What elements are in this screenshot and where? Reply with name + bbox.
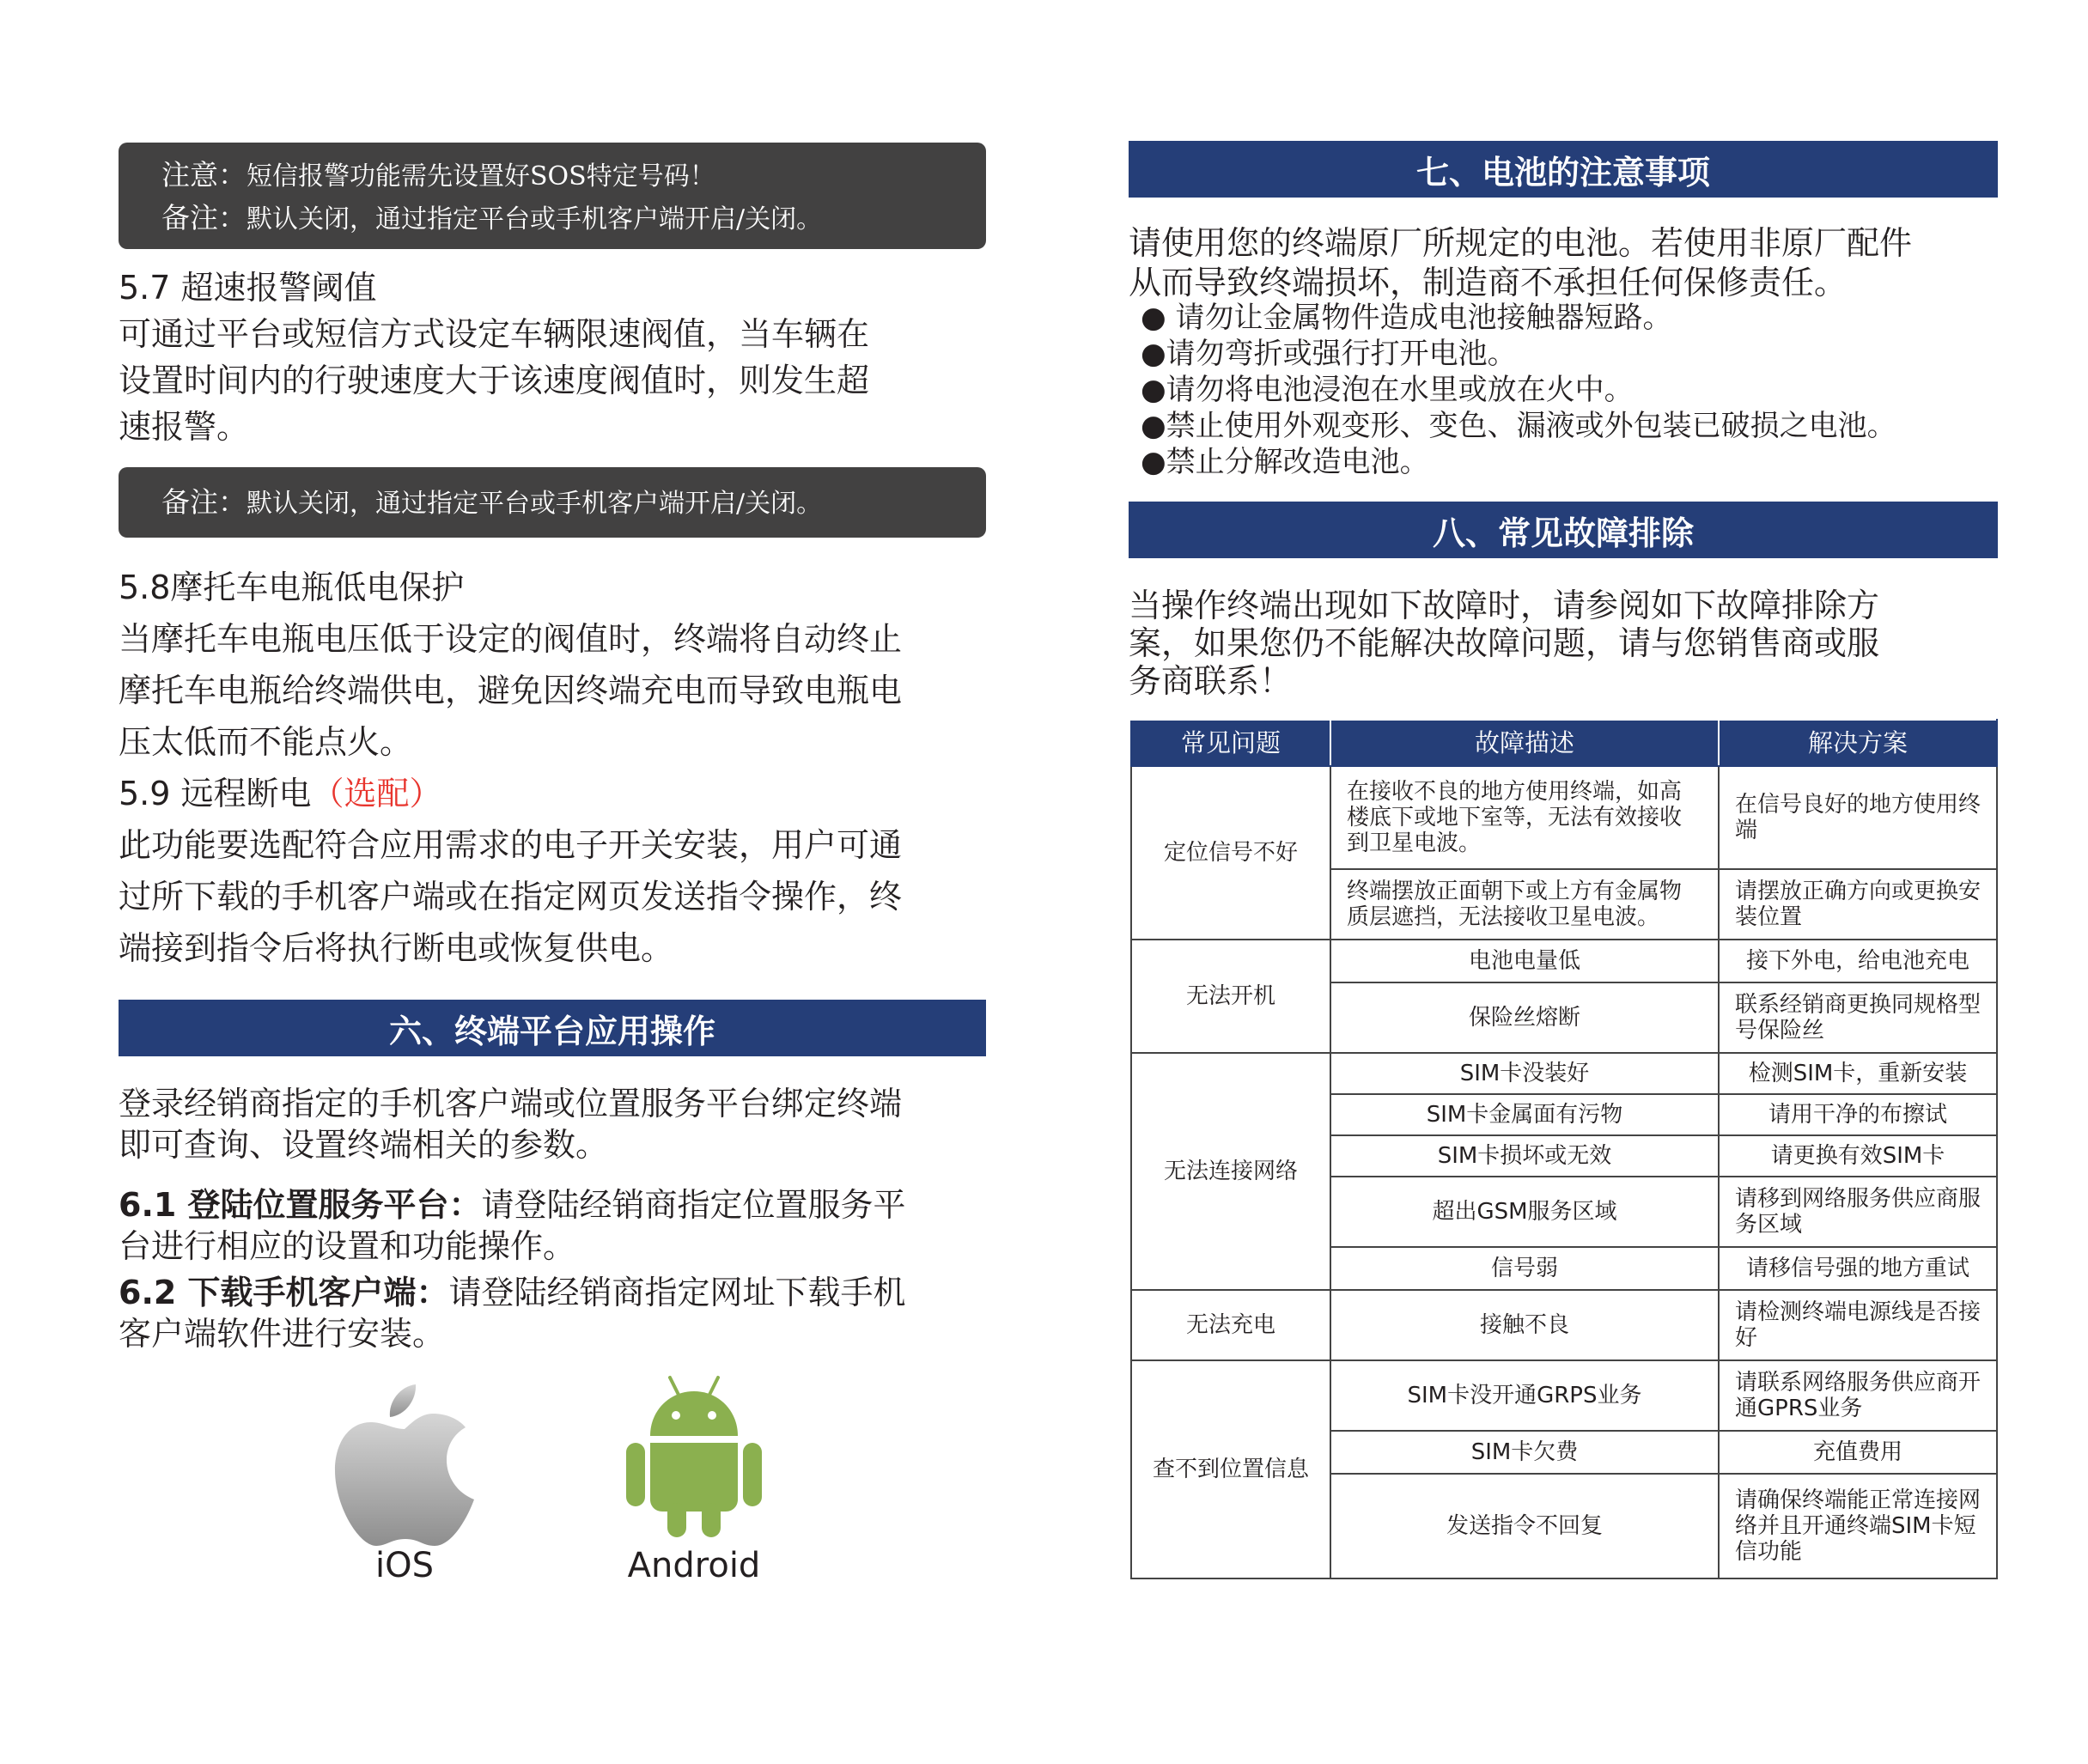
optional-tag: （选配）	[311, 775, 442, 812]
section-5-7-line: 设置时间内的行驶速度大于该速度阀值时，则发生超	[119, 362, 870, 399]
note-box-remark	[119, 467, 986, 538]
problem-cell: 无法充电	[1131, 1290, 1330, 1360]
description-cell: 电池电量低	[1330, 940, 1719, 982]
section-6-banner: 六、终端平台应用操作	[119, 1000, 986, 1056]
section-8-line: 案，如果您仍不能解决故障问题，请与您销售商或服	[1129, 624, 1880, 662]
section-6-1-line	[119, 1182, 906, 1228]
note-box-sos	[119, 143, 986, 249]
table-header-description: 故障描述	[1330, 720, 1719, 766]
battery-bullet: ●禁止使用外观变形、变色、漏液或外包装已破损之电池。	[1141, 409, 1896, 443]
android-robot-icon	[623, 1374, 765, 1539]
section-5-7-title: 5.7 超速报警阈值	[119, 269, 377, 307]
table-row	[1131, 1360, 1997, 1431]
note-text-remark: 默认关闭，通过指定平台或手机客户端开启/关闭。	[247, 489, 823, 519]
note-text-remark: 默认关闭，通过指定平台或手机客户端开启/关闭。	[247, 204, 823, 234]
solution-cell: 请确保终端能正常连接网络并且开通终端SIM卡短信功能	[1719, 1474, 1997, 1578]
apple-icon	[332, 1381, 478, 1549]
section-5-7-line: 速报警。	[119, 408, 250, 446]
solution-cell: 请联系网络服务供应商开通GPRS业务	[1719, 1360, 1997, 1431]
section-5-9-title-text: 5.9 远程断电	[119, 775, 312, 812]
table-row	[1131, 1053, 1997, 1094]
description-cell: 接触不良	[1330, 1290, 1719, 1360]
note-label-remark: 备注：	[161, 201, 247, 234]
note-line-attention	[161, 155, 986, 198]
section-6-1-heading: 6.1 登陆位置服务平台：	[119, 1186, 482, 1224]
description-cell: SIM卡损坏或无效	[1330, 1135, 1719, 1177]
section-7-line: 请使用您的终端原厂所规定的电池。若使用非原厂配件	[1129, 224, 1913, 262]
section-5-8-line: 压太低而不能点火。	[119, 723, 413, 761]
table-row	[1131, 1290, 1997, 1360]
battery-bullet: ●请勿弯折或强行打开电池。	[1141, 337, 1517, 371]
description-cell: SIM卡金属面有污物	[1330, 1094, 1719, 1135]
section-6-2-line: 客户端软件进行安装。	[119, 1315, 446, 1353]
battery-bullet: ●禁止分解改造电池。	[1141, 445, 1429, 479]
solution-cell: 请移到网络服务供应商服务区域	[1719, 1177, 1997, 1247]
table-row	[1131, 940, 1997, 982]
section-6-1-line: 台进行相应的设置和功能操作。	[119, 1227, 576, 1265]
section-5-8-line: 摩托车电瓶给终端供电，避免因终端充电而导致电瓶电	[119, 672, 903, 709]
note-line-remark	[161, 482, 986, 525]
section-6-2-text: 请登陆经销商指定网址下载手机	[448, 1274, 906, 1311]
description-cell: 终端摆放正面朝下或上方有金属物质层遮挡，无法接收卫星电波。	[1330, 869, 1719, 940]
solution-cell: 请检测终端电源线是否接好	[1719, 1290, 1997, 1360]
description-cell: SIM卡欠费	[1330, 1431, 1719, 1474]
section-7-banner: 七、电池的注意事项	[1129, 141, 1998, 198]
section-5-9-line: 端接到指令后将执行断电或恢复供电。	[119, 929, 674, 967]
solution-cell: 请摆放正确方向或更换安装位置	[1719, 869, 1997, 940]
solution-cell: 接下外电，给电池充电	[1719, 940, 1997, 982]
note-line-remark	[161, 198, 986, 240]
section-5-9-line: 过所下载的手机客户端或在指定网页发送指令操作，终	[119, 878, 903, 915]
section-5-9-line: 此功能要选配符合应用需求的电子开关安装，用户可通	[119, 826, 903, 864]
section-5-8-line: 当摩托车电瓶电压低于设定的阀值时，终端将自动终止	[119, 620, 903, 658]
section-6-line: 即可查询、设置终端相关的参数。	[119, 1126, 609, 1164]
section-6-2-heading: 6.2 下载手机客户端：	[119, 1274, 449, 1311]
section-8-line: 务商联系！	[1129, 662, 1293, 700]
solution-cell: 请移信号强的地方重试	[1719, 1247, 1997, 1290]
description-cell: SIM卡没装好	[1330, 1053, 1719, 1094]
troubleshooting-table	[1130, 719, 1998, 1579]
problem-cell: 定位信号不好	[1131, 766, 1330, 940]
section-5-9-title	[119, 770, 442, 817]
ios-label: iOS	[375, 1546, 434, 1585]
section-5-8-title: 5.8摩托车电瓶低电保护	[119, 569, 465, 606]
section-8-banner: 八、常见故障排除	[1129, 502, 1998, 558]
description-cell: 信号弱	[1330, 1247, 1719, 1290]
description-cell: 在接收不良的地方使用终端，如高楼底下或地下室等，无法有效接收到卫星电波。	[1330, 766, 1719, 869]
battery-bullet: ● 请勿让金属物件造成电池接触器短路。	[1141, 301, 1672, 335]
description-cell: 发送指令不回复	[1330, 1474, 1719, 1578]
solution-cell: 联系经销商更换同规格型号保险丝	[1719, 982, 1997, 1053]
problem-cell: 无法开机	[1131, 940, 1330, 1053]
solution-cell: 检测SIM卡，重新安装	[1719, 1053, 1997, 1094]
table-row	[1131, 766, 1997, 869]
android-label: Android	[627, 1546, 761, 1585]
battery-bullet: ●请勿将电池浸泡在水里或放在火中。	[1141, 373, 1634, 407]
table-header-row	[1131, 720, 1997, 766]
solution-cell: 请更换有效SIM卡	[1719, 1135, 1997, 1177]
section-8-line: 当操作终端出现如下故障时，请参阅如下故障排除方	[1129, 587, 1880, 624]
description-cell: 超出GSM服务区域	[1330, 1177, 1719, 1247]
section-5-7-line: 可通过平台或短信方式设定车辆限速阀值，当车辆在	[119, 315, 870, 353]
description-cell: 保险丝熔断	[1330, 982, 1719, 1053]
solution-cell: 请用干净的布擦试	[1719, 1094, 1997, 1135]
section-7-line: 从而导致终端损坏，制造商不承担任何保修责任。	[1129, 264, 1848, 301]
section-6-1-text: 请登陆经销商指定位置服务平	[481, 1186, 906, 1224]
note-label-attention: 注意：	[161, 158, 247, 192]
table-header-solution: 解决方案	[1719, 720, 1997, 766]
note-text-attention: 短信报警功能需先设置好SOS特定号码！	[247, 161, 715, 192]
note-label-remark: 备注：	[161, 485, 247, 519]
problem-cell: 无法连接网络	[1131, 1053, 1330, 1290]
section-6-line: 登录经销商指定的手机客户端或位置服务平台绑定终端	[119, 1085, 903, 1122]
problem-cell: 查不到位置信息	[1131, 1360, 1330, 1578]
solution-cell: 在信号良好的地方使用终端	[1719, 766, 1997, 869]
section-6-2-line	[119, 1269, 906, 1316]
description-cell: SIM卡没开通GRPS业务	[1330, 1360, 1719, 1431]
table-header-problem: 常见问题	[1131, 720, 1330, 766]
solution-cell: 充值费用	[1719, 1431, 1997, 1474]
